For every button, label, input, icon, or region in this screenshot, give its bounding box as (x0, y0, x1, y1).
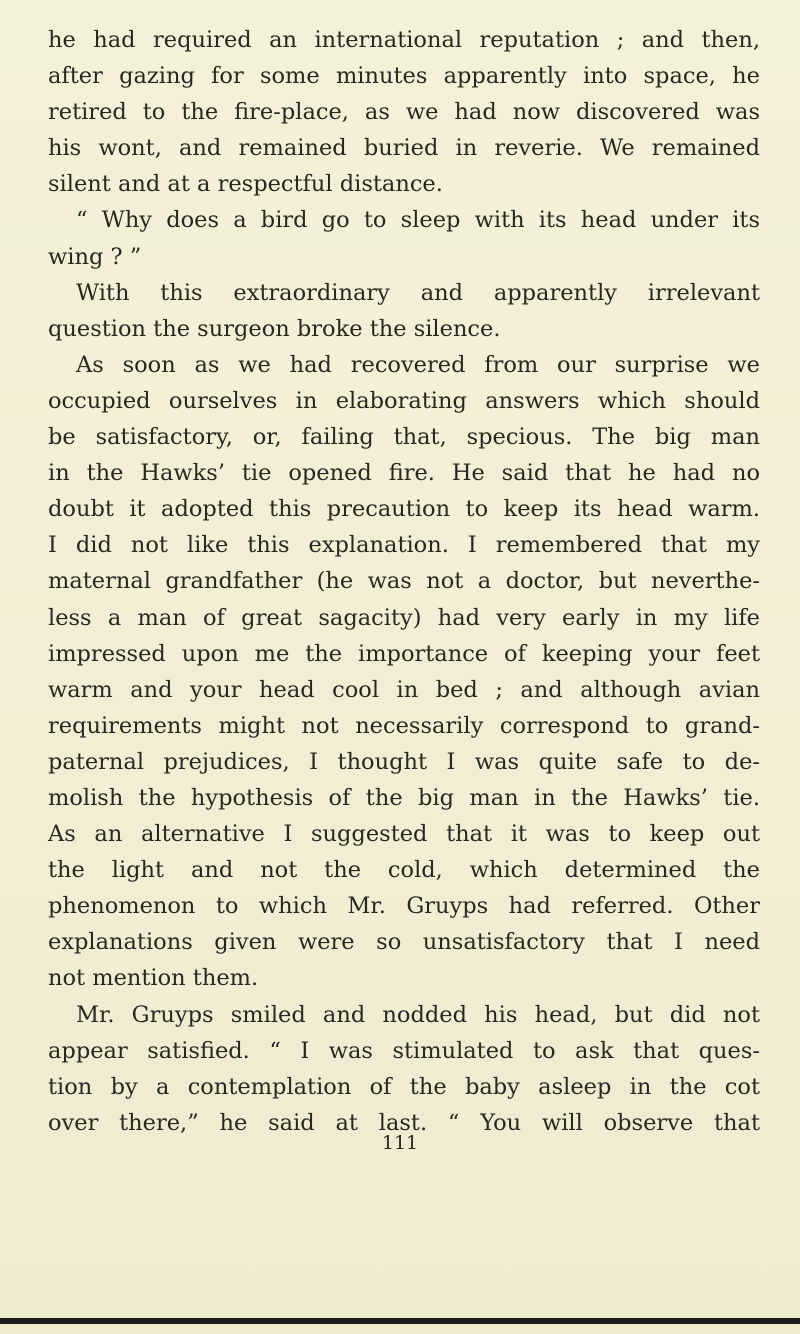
text-line: “ Why does a bird go to sleep with its head under its (76, 207, 760, 234)
text-line: he had required an international reputation ; and then, (48, 27, 760, 53)
text-line: question the surgeon broke the silence. (48, 315, 501, 342)
text-line: paternal prejudices, I thought I was quite safe to de- (48, 748, 760, 775)
text-line: As soon as we had recovered from our surprise we (76, 351, 760, 378)
text-line: wing ? ” (48, 243, 142, 270)
text-line: silent and at a respectful distance. (48, 171, 443, 198)
text-line: the light and not the cold, which determined the (48, 857, 760, 884)
text-line: after gazing for some minutes apparently into space, he (48, 63, 760, 90)
text-line: molish the hypothesis of the big man in the Hawks’ tie. (48, 784, 760, 811)
text-line: be satisfactory, or, failing that, specious. The big man (48, 424, 760, 451)
text-line: With this extraordinary and apparently irrelevant (76, 279, 760, 306)
text-line: warm and your head cool in bed ; and although avian (48, 676, 760, 703)
text-line: doubt it adopted this precaution to keep its head warm. (48, 496, 760, 523)
text-line: explanations given were so unsatisfactory that I need (48, 929, 760, 956)
text-line: phenomenon to which Mr. Gruyps had referred. Other (48, 893, 760, 920)
text-line: occupied ourselves in elaborating answers which should (48, 387, 760, 414)
text-line: retired to the fire-place, as we had now discovered was (48, 99, 760, 126)
text-line: in the Hawks’ tie opened fire. He said that he had no (48, 460, 760, 487)
text-line: tion by a contemplation of the baby asleep in the cot (48, 1073, 760, 1100)
text-line: maternal grandfather (he was not a doctor, but neverthe- (48, 568, 760, 595)
text-line: over there,” he said at last. “ You will observe that (48, 1109, 760, 1136)
text-line: not mention them. (48, 965, 259, 992)
text-line: I did not like this explanation. I remembered that my (48, 532, 760, 559)
text-line: his wont, and remained buried in reverie. We remained (48, 135, 760, 162)
page-number: 111 (381, 1132, 419, 1154)
text-line: Mr. Gruyps smiled and nodded his head, but did not (76, 1001, 760, 1028)
text-line: requirements might not necessarily correspond to grand- (48, 712, 760, 739)
text-line: less a man of great sagacity) had very early in my life (48, 604, 760, 631)
page-edge-shadow (0, 1318, 800, 1324)
body-text (48, 22, 760, 1141)
text-line: appear satisfied. “ I was stimulated to ask that ques- (48, 1037, 760, 1064)
text-line: impressed upon me the importance of keeping your feet (48, 640, 760, 667)
text-line: As an alternative I suggested that it was to keep out (48, 821, 760, 848)
